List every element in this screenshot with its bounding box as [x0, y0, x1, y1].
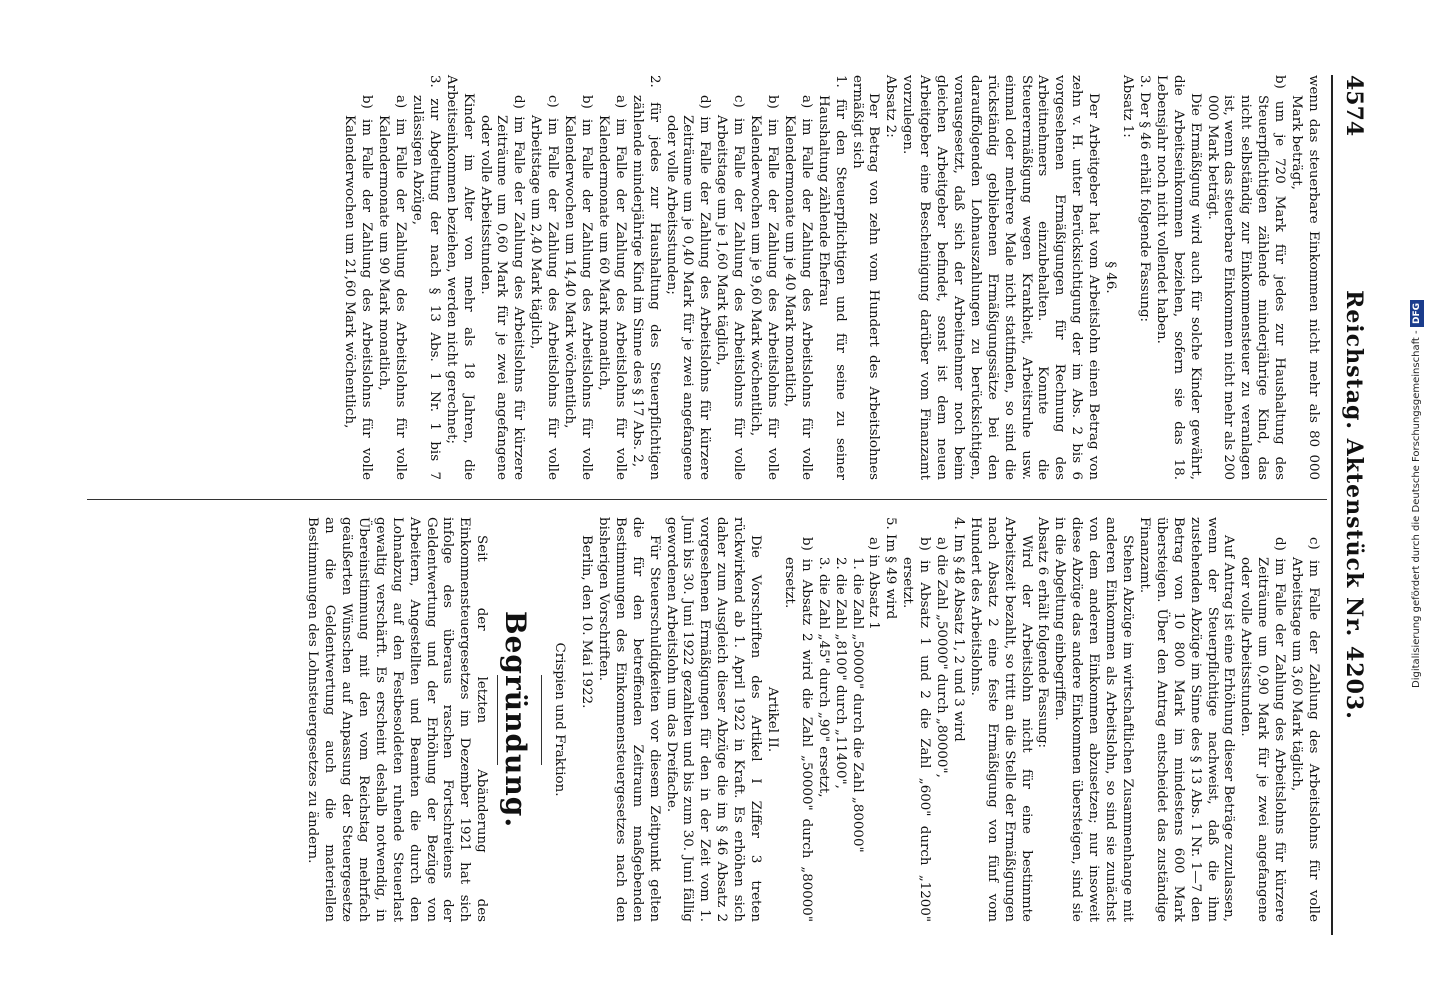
right-column-paragraph: Artikel II. [765, 686, 780, 753]
justification-text: Seit der letzten Abänderung des Einkommensteuergesetzes im Dezember 1921 hat sich infolge des überaus raschen Fortschreitens der Geldentwertung und der Erhöhung der Bezüge von Arbeitern, Angestellten und Beamten die durch den Lohnabzug auf den Festbesoldeten ruhende Steuerlast gewaltig verschärft. Es erscheint deshalb notwendig, in Übereinstimmung mit den vom Reichstag mehrfach geäußerten Wünschen auf Anpassung der Steuergesetze an die Geldentwertung auch die materiellen Bestimmungen des Lohnsteuergesetzes zu ändern. [305, 517, 490, 922]
separator-rule [541, 675, 542, 765]
left-column [340, 75, 1321, 480]
right-column [303, 517, 1321, 922]
right-column-paragraph: Absatz 6 erhält folgende Fassung: [1035, 517, 1051, 749]
page-number: 4574 [1341, 75, 1367, 137]
right-column-paragraph: c) im Falle der Zahlung des Arbeitslohns für volle Arbeitstage um 3,60 Mark täglich, [1289, 537, 1321, 922]
dfg-logo: DFG [1410, 300, 1424, 327]
right-column-paragraph: a) in Absatz 1 [866, 537, 882, 630]
left-column-paragraph: 1. für den Steuerpflichtigen und für seine zu seiner Haushaltung zählende Ehefrau [815, 75, 848, 480]
right-column-paragraph: a) die Zahl „50000" durch „80000", [934, 537, 950, 778]
right-column-paragraph: Berlin, den 10. Mai 1922. [579, 535, 595, 709]
left-column-paragraph: Absatz 1: [1120, 75, 1136, 138]
right-column-paragraph: Stehen Abzüge im wirtschaftlichen Zusammenhange mit anderen Einkommen als Arbeitslohn, so sind sie zunächst von dem anderen Einkommen abzusetzen; nur insoweit diese Abzüge das andere Einkommen übersteigen, sind sie in die Abgeltung einbegriffen. [1052, 517, 1136, 922]
left-column-paragraph: 3. zur Abgeltung der nach § 13 Abs. 1 Nr. 1 bis 7 zulässigen Abzüge, [409, 75, 442, 480]
left-column-paragraph: b) im Falle der Zahlung des Arbeitslohns für volle Kalenderwochen um 21,60 Mark wöchentlich, [342, 95, 375, 480]
right-column-paragraph: d) im Falle der Zahlung des Arbeitslohns für kürzere Zeiträume um 0,90 Mark für je zwei angefangene oder volle Arbeitsstunden. [1238, 537, 1288, 922]
left-column-paragraph: a) im Falle der Zahlung des Arbeitslohns für volle Kalendermonate um 60 Mark monatlich, [595, 95, 628, 480]
document-page [47, 35, 1387, 965]
page-header [1331, 75, 1369, 935]
left-column-paragraph: 3. Der § 46 erhält folgende Fassung: [1136, 75, 1152, 323]
column-divider [87, 499, 1327, 500]
digitization-text: Digitalisierung gefördert durch die Deutsche Forschungsgemeinschaft - [1411, 330, 1422, 688]
section-heading: Begründung. [499, 610, 533, 829]
right-column-text [550, 517, 1321, 922]
right-column-paragraph: Auf Antrag ist eine Erhöhung dieser Beträge zuzulassen, wenn der Steuerpflichtige nachweist, daß die ihm zustehenden Abzüge im Sinne des § 13 Abs. 1 Nr. 1—7 den Betrag von 10 800 Mark im mindestens 600 Mark übersteigen. Über den Antrag entscheidet das zuständige Finanzamt. [1136, 517, 1237, 922]
right-column-paragraph: Für Steuerschuldigkeiten vor diesem Zeitpunkt gelten die für den betreffenden Zeitraum maßgebenden Bestimmungen des Einkommensteuergesetzes nach den bisherigen Vorschriften. [595, 517, 662, 922]
left-column-paragraph: a) im Falle der Zahlung des Arbeitslohns für volle Kalendermonate um 90 Mark monatlich, [376, 95, 409, 480]
right-column-paragraph: b) in Absatz 2 wird die Zahl „50000" durch „80000" ersetzt. [781, 537, 814, 922]
left-column-paragraph: Der Arbeitgeber hat vom Arbeitslohn einen Betrag von zehn v. H. unter Berücksichtigung der im Abs. 2 bis 6 vorgesehenen Ermäßigungen für Rechnung des Arbeitnehmers einzubehalten. Konnte die Steuerermäßigung wegen Krankheit, Arbeitsruhe usw. einmal oder mehrere Male nicht stattfinden, so sind die rückständig gebliebenen Ermäßigungssätze bei den darauffolgenden Lohnauszahlungen zu berücksichtigen, vorausgesetzt, daß sich der Arbeitnehmer noch beim gleichen Arbeitgeber befindet, sonst ist dem neuen Arbeitgeber eine Bescheinigung darüber vom Finanzamt vorzulegen. [900, 75, 1102, 480]
left-column-paragraph: b) im Falle der Zahlung des Arbeitslohns für volle Kalenderwochen um 14,40 Mark wöchentlich, [562, 95, 595, 480]
right-column-paragraph: 4. Im § 48 Absatz 1, 2 und 3 wird [950, 517, 966, 742]
left-column-paragraph: c) im Falle der Zahlung des Arbeitslohns für volle Arbeitstage um 2,40 Mark täglich, [528, 95, 561, 480]
left-column-paragraph: Die Ermäßigung wird auch für solche Kinder gewährt, die Arbeitseinkommen beziehen, sofern sie das 18. Lebensjahr noch nicht vollendet haben. [1153, 75, 1203, 480]
left-column-paragraph: wenn das steuerbare Einkommen nicht mehr als 80 000 Mark beträgt, [1289, 75, 1321, 480]
left-column-paragraph: Der Betrag von zehn vom Hundert des Arbeitslohnes ermäßigt sich [849, 75, 882, 480]
left-column-paragraph: Absatz 2: [883, 75, 899, 138]
left-column-paragraph: c) im Falle der Zahlung des Arbeitslohns für volle Arbeitstage um je 1,60 Mark täglich, [714, 95, 747, 480]
right-column-paragraph: b) in Absatz 1 und 2 die Zahl „600" durch „1200" ersetzt. [900, 537, 933, 922]
left-column-paragraph: Kinder im Alter von mehr als 18 Jahren, die Arbeitseinkommen beziehen, werden nicht gerechnet; [443, 75, 476, 480]
right-column-paragraph: Crispien und Fraktion. [552, 642, 568, 797]
right-column-paragraph: 2. die Zahl „8100" durch „11400", [832, 557, 848, 789]
right-column-paragraph: Die Vorschriften des Artikel I Ziffer 3 treten rückwirkend ab 1. April 1922 in Kraft. Es erhöhen sich daher zum Ausgleich dieser Abzüge die im § 46 Absatz 2 vorgesehenen Ermäßigungen für den in der Zeit vom 1. Juni bis 30. Juni 1922 gezahlten und bis zum 30. Juni fällig gewordenen Arbeitslohn um das Dreifache. [663, 517, 764, 922]
digitization-note [1410, 8, 1430, 688]
right-column-paragraph: 5. Im § 49 wird [883, 517, 899, 620]
left-column-paragraph: a) im Falle der Zahlung des Arbeitslohns für volle Kalendermonate um je 40 Mark monatlich, [781, 95, 814, 480]
right-column-paragraph: Wird der Arbeitslohn nicht für eine bestimmte Arbeitszeit bezahlt, so tritt an die Stelle der Ermäßigungen nach Absatz 2 eine feste Ermäßigung von fünf vom Hundert des Arbeitslohns. [967, 517, 1034, 922]
left-column-paragraph: § 46. [1103, 261, 1119, 294]
page-title: Reichstag. Aktenstück Nr. 4203. [1341, 290, 1367, 720]
left-column-paragraph: 2. für jedes zur Haushaltung des Steuerpflichtigen zählende minderjährige Kind im Sinne des § 17 Abs. 2, [629, 75, 662, 480]
left-column-paragraph: b) um je 720 Mark für jedes zur Haushaltung des Steuerpflichtigen zählende minderjährige Kind, das nicht selbständig zur Einkommensteuer zu veranlagen ist, wenn das steuerbare Einkommen nicht mehr als 200 000 Mark beträgt. [1204, 75, 1288, 480]
left-column-paragraph: d) im Falle der Zahlung des Arbeitslohns für kürzere Zeiträume um je 0,40 Mark für je zwei angefangene oder volle Arbeitsstunden; [663, 95, 713, 480]
separator-rule-2 [497, 675, 498, 765]
left-column-paragraph: d) im Falle der Zahlung des Arbeitslohns für kürzere Zeiträume um 0,60 Mark für je zwei angefangene oder volle Arbeitsstunden. [477, 95, 527, 480]
left-column-paragraph: b) im Falle der Zahlung des Arbeitslohns für volle Kalenderwochen um je 9,60 Mark wöchentlich, [748, 95, 780, 480]
right-column-paragraph: 3. die Zahl „45" durch „90" ersetzt, [815, 557, 831, 798]
right-column-paragraph: 1. die Zahl „50000" durch die Zahl „80000" [849, 557, 865, 853]
